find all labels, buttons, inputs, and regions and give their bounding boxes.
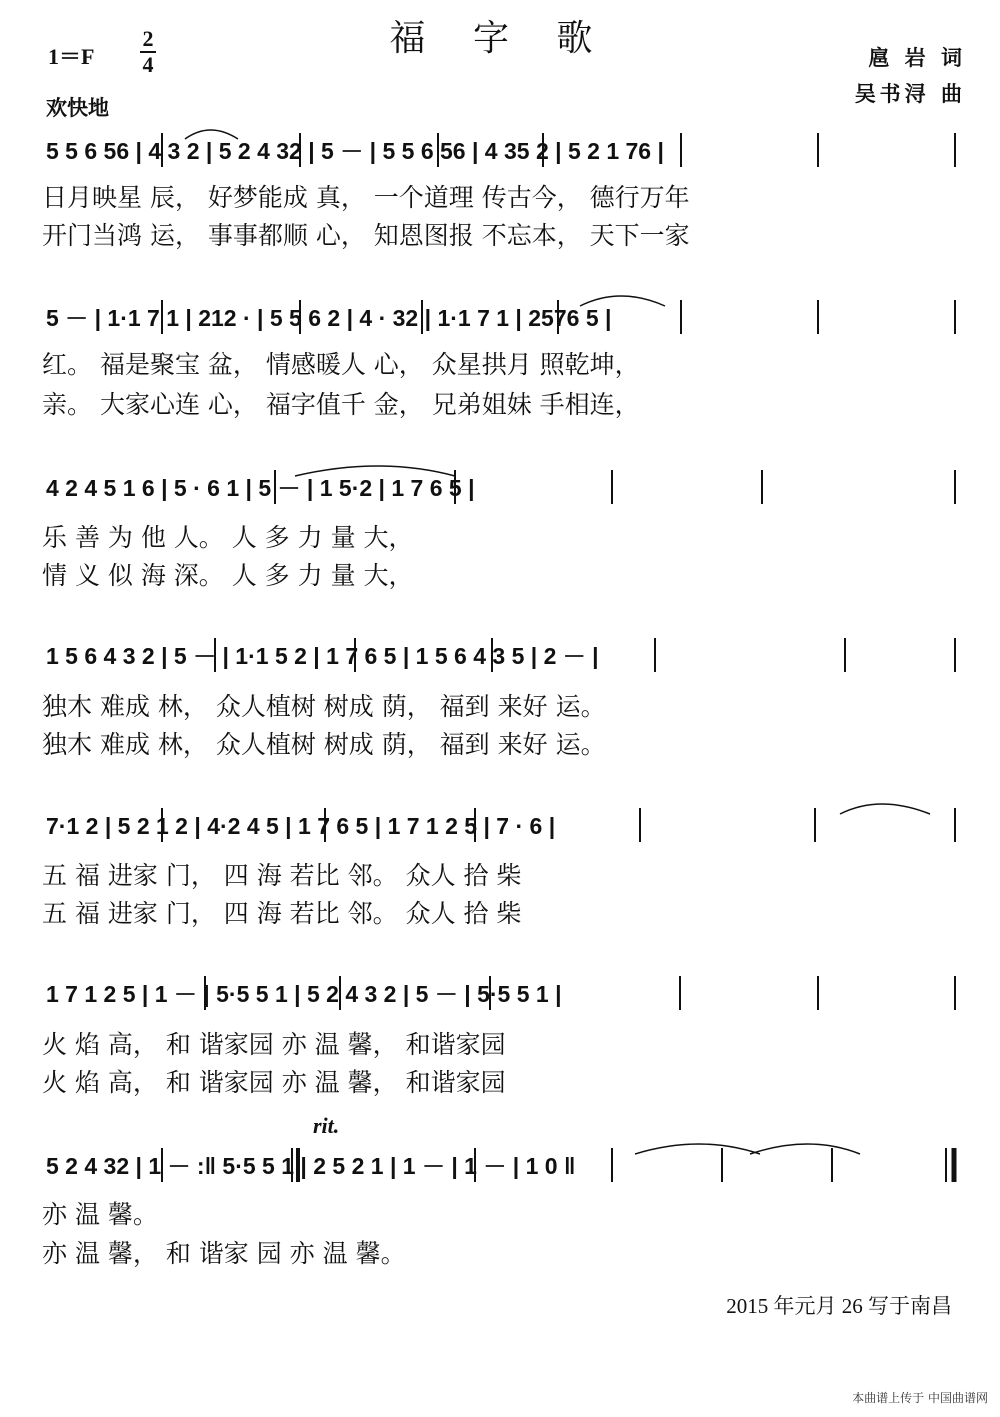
tempo-marking: 欢快地 xyxy=(46,96,109,120)
notation-row-6-svg xyxy=(0,968,1000,1018)
notation-row-1-svg xyxy=(0,125,1000,175)
notation-row-2-svg xyxy=(0,292,1000,342)
song-title: 福 字 歌 xyxy=(389,18,611,59)
lyric-row-7-verse-1: 亦 温 馨。 xyxy=(42,1200,158,1229)
lyric-row-2-verse-2: 亲。 大家心连 心， 福字值千 金， 兄弟姐妹 手相连， xyxy=(42,390,640,419)
notation-row-2 xyxy=(0,292,1000,342)
ritardando-marking: rit. xyxy=(313,1113,340,1138)
composition-date-note: 2015 年元月 26 写于南昌 xyxy=(726,1294,952,1318)
notation-row-4-svg xyxy=(0,630,1000,680)
note-seq: 1 7 1 2 5 | 1 － | 5·5 5 1 | 5 2 4 3 2 | 5 － | 5·5 5 1 | xyxy=(46,981,562,1007)
notation-row-3 xyxy=(0,462,1000,512)
lyric-row-2-verse-1: 红。 福是聚宝 盆， 情感暖人 心， 众星拱月 照乾坤， xyxy=(42,350,640,379)
lyric-row-1-verse-2: 开门当鸿 运， 事事都顺 心， 知恩图报 不忘本， 天下一家 xyxy=(42,221,690,250)
watermark: 本曲谱上传于 中国曲谱网 xyxy=(852,1391,988,1405)
lyric-row-5-verse-2: 五 福 进家 门， 四 海 若比 邻。 众人 拾 柴 xyxy=(42,899,522,928)
time-signature xyxy=(140,28,156,76)
notation-row-4 xyxy=(0,630,1000,680)
key-signature: 1＝F xyxy=(48,44,95,69)
lyric-row-4-verse-1: 独木 难成 林， 众人植树 树成 荫， 福到 来好 运。 xyxy=(42,692,606,721)
note-seq: 7·1 2 | 5 2 1 2 | 4·2 4 5 | 1 7 6 5 | 1 7 1 2 5 | 7 · 6 | xyxy=(46,813,556,839)
note-seq: 5 5 6 56 | 4 3 2 | 5 2 4 32 | 5 － | 5 5 6 56 | 4 35 2 | 5 2 1 76 | xyxy=(46,138,664,164)
time-signature-bottom: 4 xyxy=(142,52,154,77)
note-seq: 5 2 4 32 | 1 － :‖ 5·5 5 1 | 2 5 2 1 | 1 － | 1 － | 1 0 ‖ xyxy=(46,1153,576,1179)
composer-credit: 吴书浔 曲 xyxy=(854,82,966,106)
notation-row-5-svg xyxy=(0,800,1000,850)
lyric-row-3-verse-2: 情 义 似 海 深。 人 多 力 量 大， xyxy=(42,561,414,590)
notation-row-7-svg xyxy=(0,1140,1000,1190)
time-signature-top: 2 xyxy=(142,26,154,51)
lyricist-credit: 扈 岩 词 xyxy=(868,46,966,70)
lyric-row-5-verse-1: 五 福 进家 门， 四 海 若比 邻。 众人 拾 柴 xyxy=(42,861,522,890)
note-seq: 5 － | 1·1 7 1 | 212 · | 5 5 6 2 | 4 · 32 | 1·1 7 1 | 2576 5 | xyxy=(46,305,612,331)
notation-row-7 xyxy=(0,1140,1000,1190)
note-seq: 1 5 6 4 3 2 | 5 － | 1·1 5 2 | 1 7 6 5 | 1 5 6 4 3 5 | 2 － | xyxy=(46,643,599,669)
lyric-row-7-verse-2: 亦 温 馨， 和 谐家 园 亦 温 馨。 xyxy=(42,1239,406,1268)
lyric-row-4-verse-2: 独木 难成 林， 众人植树 树成 荫， 福到 来好 运。 xyxy=(42,730,606,759)
lyric-row-3-verse-1: 乐 善 为 他 人。 人 多 力 量 大， xyxy=(42,523,414,552)
note-seq: 4 2 4 5 1 6 | 5 · 6 1 | 5 － | 1 5·2 | 1 7 6 5 | xyxy=(46,475,475,501)
notation-row-3-svg xyxy=(0,462,1000,512)
lyric-row-6-verse-1: 火 焰 高， 和 谐家园 亦 温 馨， 和谐家园 xyxy=(42,1030,506,1059)
notation-row-1 xyxy=(0,125,1000,175)
lyric-row-1-verse-1: 日月映星 辰， 好梦能成 真， 一个道理 传古今， 德行万年 xyxy=(42,183,690,212)
notation-row-6 xyxy=(0,968,1000,1018)
lyric-row-6-verse-2: 火 焰 高， 和 谐家园 亦 温 馨， 和谐家园 xyxy=(42,1068,506,1097)
notation-row-5 xyxy=(0,800,1000,850)
